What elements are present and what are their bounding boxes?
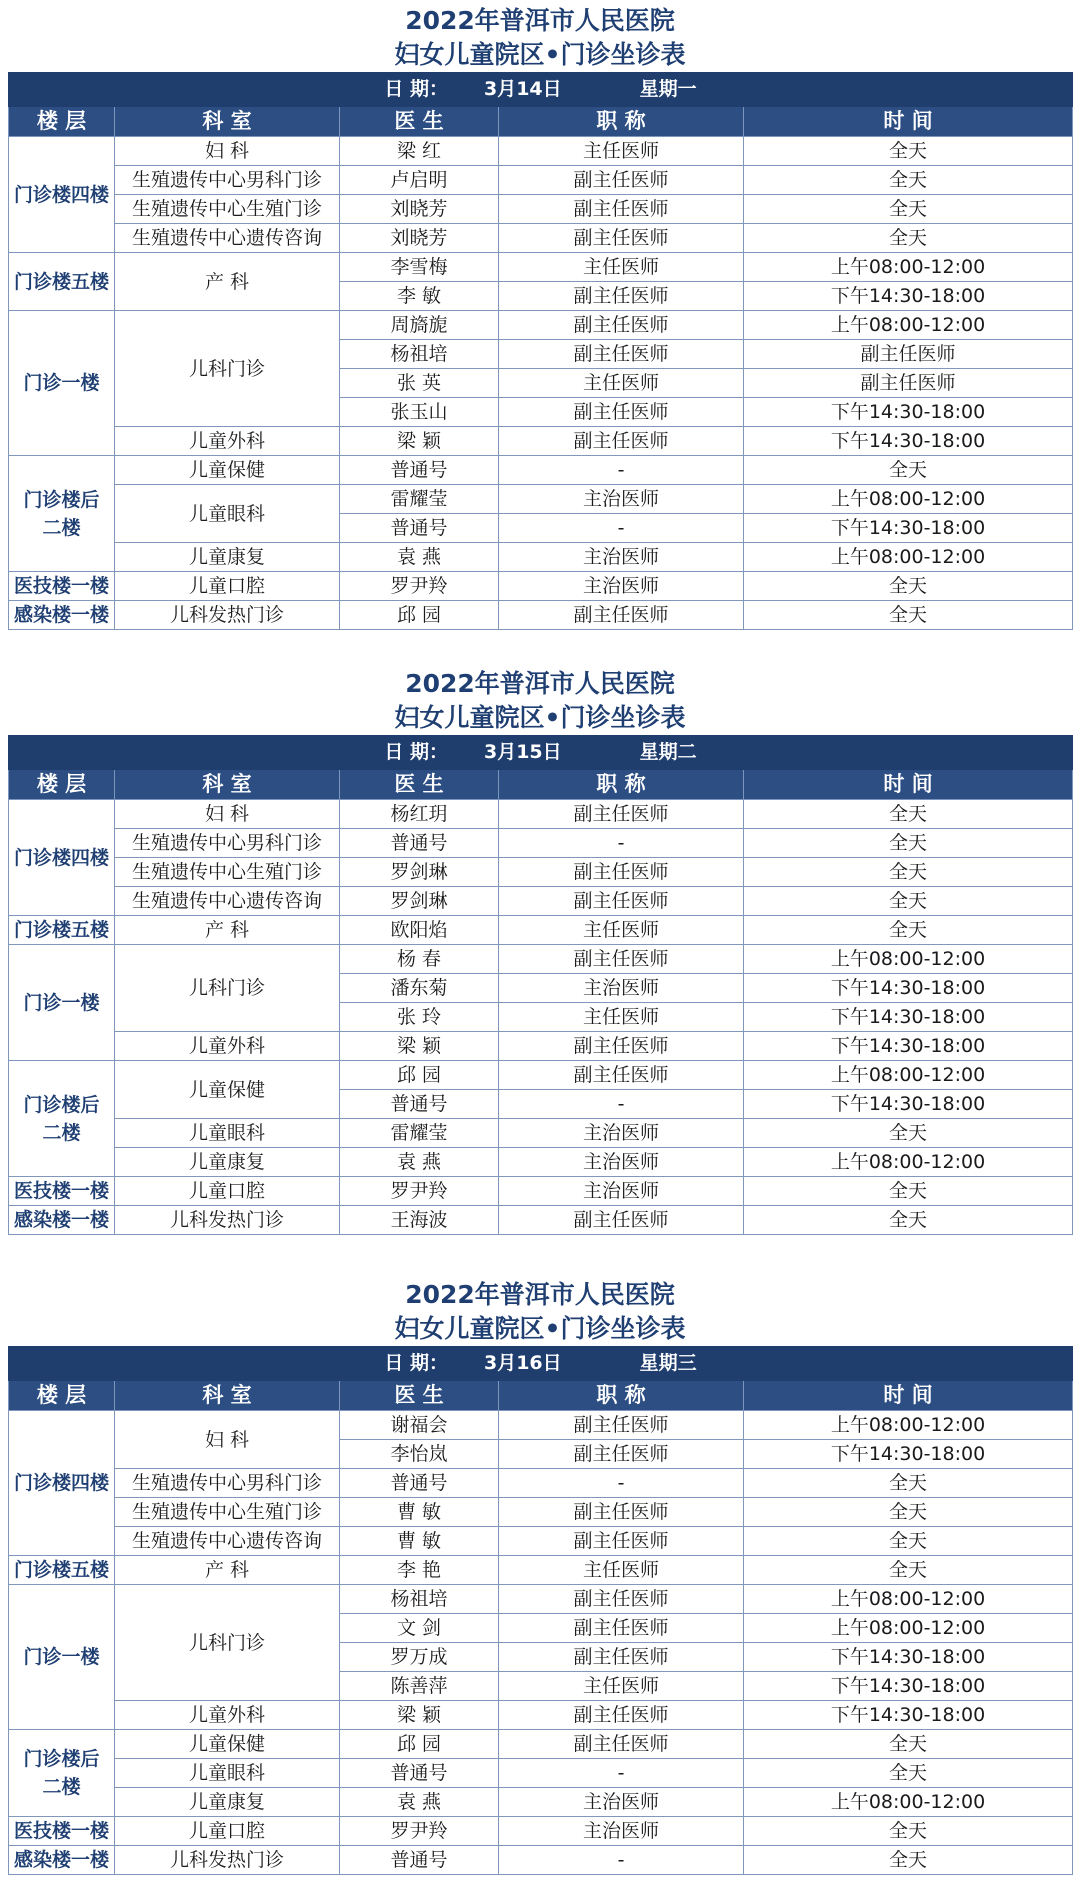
time-cell: 副主任医师 [744,369,1073,398]
dept-cell: 儿童康复 [115,543,340,572]
schedule-subtitle: 妇女儿童院区•门诊坐诊表 [394,40,686,69]
table-row [9,916,1073,945]
dept-cell: 生殖遗传中心遗传咨询 [115,887,340,916]
title-cell: 主治医师 [499,1148,744,1177]
date-row [9,73,1073,107]
time-cell: 下午14:30-18:00 [744,1440,1073,1469]
time-cell: 全天 [744,916,1073,945]
time-cell: 全天 [744,1730,1073,1759]
table-row [9,887,1073,916]
time-cell: 全天 [744,224,1073,253]
dept-cell: 儿童口腔 [115,1817,340,1846]
doctor-cell: 邱 园 [340,1730,499,1759]
table-row [9,1498,1073,1527]
doctor-cell: 李怡岚 [340,1440,499,1469]
dept-cell: 儿童康复 [115,1148,340,1177]
time-cell: 下午14:30-18:00 [744,1003,1073,1032]
title-cell: 副主任医师 [499,887,744,916]
date-cell [9,736,1073,770]
dept-cell: 儿童保健 [115,1730,340,1759]
dept-cell: 儿童口腔 [115,572,340,601]
table-row [9,1846,1073,1875]
dept-cell: 生殖遗传中心生殖门诊 [115,1498,340,1527]
dept-cell: 儿科发热门诊 [115,1206,340,1235]
table-row [9,1177,1073,1206]
header-title: 职 称 [499,107,744,137]
time-cell: 下午14:30-18:00 [744,398,1073,427]
floor-label-line: 二楼 [42,1776,81,1798]
time-cell: 下午14:30-18:00 [744,1643,1073,1672]
time-cell: 全天 [744,1177,1073,1206]
hospital-title: 2022年普洱市人民医院 [405,1280,675,1309]
floor-cell: 门诊楼四楼 [9,1411,115,1556]
table-row [9,1032,1073,1061]
floor-cell: 医技楼一楼 [9,1177,115,1206]
title-cell: 副主任医师 [499,601,744,630]
title-cell: - [499,1090,744,1119]
doctor-cell: 李雪梅 [340,253,499,282]
doctor-cell: 杨 春 [340,945,499,974]
table-row [9,311,1073,340]
doctor-cell: 普通号 [340,829,499,858]
weekday: 星期三 [639,1352,697,1374]
title-cell: 副主任医师 [499,224,744,253]
time-cell: 下午14:30-18:00 [744,1032,1073,1061]
title-cell: 主治医师 [499,974,744,1003]
floor-cell: 感染楼一楼 [9,1846,115,1875]
title-cell: 主任医师 [499,137,744,166]
table-row [9,224,1073,253]
schedule-table [8,1346,1073,1875]
floor-cell: 门诊楼五楼 [9,1556,115,1585]
floor-cell: 门诊楼四楼 [9,800,115,916]
doctor-cell: 杨红玥 [340,800,499,829]
title-cell: 副主任医师 [499,311,744,340]
dept-cell: 产 科 [115,253,340,311]
title-cell: 副主任医师 [499,1498,744,1527]
title-cell: - [499,1759,744,1788]
doctor-cell: 邱 园 [340,601,499,630]
dept-cell: 儿童眼科 [115,1119,340,1148]
title-cell: 主治医师 [499,572,744,601]
floor-cell: 门诊一楼 [9,945,115,1061]
doctor-cell: 普通号 [340,456,499,485]
table-row [9,1556,1073,1585]
title-cell: 主治医师 [499,1817,744,1846]
doctor-cell: 谢福会 [340,1411,499,1440]
doctor-cell: 袁 燕 [340,1788,499,1817]
title-cell: 主任医师 [499,1556,744,1585]
header-doctor: 医 生 [340,107,499,137]
title-cell: 副主任医师 [499,166,744,195]
title-cell: 副主任医师 [499,1585,744,1614]
header-title: 职 称 [499,770,744,800]
table-row [9,253,1073,282]
title-cell: 主治医师 [499,1788,744,1817]
doctor-cell: 梁 颖 [340,1701,499,1730]
table-row [9,1148,1073,1177]
date-cell [9,1347,1073,1381]
floor-cell: 医技楼一楼 [9,572,115,601]
table-row [9,195,1073,224]
doctor-cell: 雷耀莹 [340,1119,499,1148]
title-cell: 副主任医师 [499,858,744,887]
table-row [9,1817,1073,1846]
time-cell: 全天 [744,456,1073,485]
floor-cell [9,1730,115,1817]
title-cell: 主任医师 [499,1003,744,1032]
dept-cell: 产 科 [115,916,340,945]
schedule-day-3 [8,1278,1072,1875]
title-cell: - [499,1846,744,1875]
time-cell: 上午08:00-12:00 [744,1411,1073,1440]
doctor-cell: 罗万成 [340,1643,499,1672]
doctor-cell: 普通号 [340,1469,499,1498]
time-cell: 上午08:00-12:00 [744,1614,1073,1643]
floor-label-line: 门诊楼后 [23,488,100,511]
dept-cell: 妇 科 [115,800,340,829]
time-cell: 下午14:30-18:00 [744,974,1073,1003]
title-cell: 主任医师 [499,916,744,945]
header-dept: 科 室 [115,107,340,137]
table-row [9,800,1073,829]
header-time: 时 间 [744,1381,1073,1411]
time-cell: 全天 [744,137,1073,166]
title-cell: 副主任医师 [499,945,744,974]
title-cell: 主治医师 [499,1177,744,1206]
time-cell: 下午14:30-18:00 [744,1090,1073,1119]
title-cell: 主治医师 [499,543,744,572]
title-cell: 主治医师 [499,1119,744,1148]
header-row [9,770,1073,800]
dept-cell: 儿童保健 [115,1061,340,1119]
doctor-cell: 张 玲 [340,1003,499,1032]
schedule-table [8,72,1073,630]
floor-cell [9,1061,115,1177]
time-cell: 全天 [744,1759,1073,1788]
table-row [9,829,1073,858]
dept-cell: 儿科门诊 [115,1585,340,1701]
schedule-day-1 [8,4,1072,630]
table-row [9,485,1073,514]
date-row [9,1347,1073,1381]
schedule-table [8,735,1073,1235]
floor-cell [9,456,115,572]
table-row [9,1206,1073,1235]
date-label: 日 期： [384,741,448,763]
dept-cell: 生殖遗传中心男科门诊 [115,166,340,195]
dept-cell: 儿科发热门诊 [115,1846,340,1875]
time-cell: 上午08:00-12:00 [744,311,1073,340]
floor-label-line: 门诊楼后 [23,1748,100,1770]
time-cell: 全天 [744,195,1073,224]
time-cell: 全天 [744,601,1073,630]
doctor-cell: 罗尹羚 [340,572,499,601]
title-cell: 主治医师 [499,485,744,514]
time-cell: 副主任医师 [744,340,1073,369]
title-cell: 副主任医师 [499,1701,744,1730]
time-cell: 全天 [744,1119,1073,1148]
floor-cell: 门诊楼五楼 [9,253,115,311]
title-cell: 主任医师 [499,369,744,398]
header-dept: 科 室 [115,1381,340,1411]
title-cell: 副主任医师 [499,340,744,369]
doctor-cell: 普通号 [340,514,499,543]
title-cell: 主任医师 [499,253,744,282]
doctor-cell: 罗剑琳 [340,887,499,916]
doctor-cell: 杨祖培 [340,1585,499,1614]
floor-label-line: 二楼 [42,1121,81,1144]
time-cell: 全天 [744,1846,1073,1875]
time-cell: 全天 [744,1206,1073,1235]
doctor-cell: 李 艳 [340,1556,499,1585]
date-value: 3月15日 [483,741,562,763]
header-row [9,1381,1073,1411]
time-cell: 上午08:00-12:00 [744,945,1073,974]
time-cell: 全天 [744,1817,1073,1846]
date-label: 日 期： [384,1352,448,1374]
doctor-cell: 陈善萍 [340,1672,499,1701]
doctor-cell: 潘东菊 [340,974,499,1003]
hospital-title: 2022年普洱市人民医院 [405,669,675,698]
date-row [9,736,1073,770]
dept-cell: 生殖遗传中心男科门诊 [115,829,340,858]
dept-cell: 儿童外科 [115,1032,340,1061]
header-title: 职 称 [499,1381,744,1411]
dept-cell: 儿童康复 [115,1788,340,1817]
doctor-cell: 梁 颖 [340,427,499,456]
dept-cell: 儿科门诊 [115,945,340,1032]
table-row [9,945,1073,974]
time-cell: 全天 [744,1498,1073,1527]
header-dept: 科 室 [115,770,340,800]
doctor-cell: 欧阳焰 [340,916,499,945]
table-row [9,543,1073,572]
time-cell: 上午08:00-12:00 [744,253,1073,282]
time-cell: 全天 [744,1469,1073,1498]
time-cell: 下午14:30-18:00 [744,427,1073,456]
schedule-day-2 [8,667,1072,1235]
table-row [9,1119,1073,1148]
floor-label-line: 二楼 [42,516,81,539]
doctor-cell: 曹 敏 [340,1527,499,1556]
table-row [9,137,1073,166]
doctor-cell: 罗剑琳 [340,858,499,887]
dept-cell: 生殖遗传中心遗传咨询 [115,1527,340,1556]
title-cell: 副主任医师 [499,1061,744,1090]
dept-cell: 生殖遗传中心男科门诊 [115,1469,340,1498]
doctor-cell: 张玉山 [340,398,499,427]
floor-cell: 门诊楼五楼 [9,916,115,945]
weekday: 星期二 [639,741,697,763]
title-cell: - [499,514,744,543]
title-cell: - [499,1469,744,1498]
time-cell: 下午14:30-18:00 [744,514,1073,543]
title-cell: 副主任医师 [499,195,744,224]
time-cell: 全天 [744,887,1073,916]
doctor-cell: 卢启明 [340,166,499,195]
date-value: 3月16日 [483,1352,562,1374]
doctor-cell: 梁 红 [340,137,499,166]
date-cell [9,73,1073,107]
doctor-cell: 杨祖培 [340,340,499,369]
time-cell: 上午08:00-12:00 [744,543,1073,572]
time-cell: 全天 [744,1556,1073,1585]
time-cell: 全天 [744,800,1073,829]
title-cell: 副主任医师 [499,1411,744,1440]
table-row [9,572,1073,601]
header-doctor: 医 生 [340,770,499,800]
floor-cell: 感染楼一楼 [9,1206,115,1235]
date-label: 日 期： [384,78,448,100]
doctor-cell: 梁 颖 [340,1032,499,1061]
floor-cell: 感染楼一楼 [9,601,115,630]
time-cell: 上午08:00-12:00 [744,485,1073,514]
header-floor: 楼 层 [9,107,115,137]
dept-cell: 产 科 [115,1556,340,1585]
doctor-cell: 邱 园 [340,1061,499,1090]
table-row [9,1527,1073,1556]
doctor-cell: 罗尹羚 [340,1177,499,1206]
title-cell: 副主任医师 [499,1032,744,1061]
date-value: 3月14日 [483,78,562,100]
table-row [9,1730,1073,1759]
weekday: 星期一 [639,78,697,100]
header-row [9,107,1073,137]
title-cell: 副主任医师 [499,1730,744,1759]
doctor-cell: 罗尹羚 [340,1817,499,1846]
doctor-cell: 袁 燕 [340,1148,499,1177]
table-row [9,456,1073,485]
doctor-cell: 刘晓芳 [340,195,499,224]
dept-cell: 儿童外科 [115,1701,340,1730]
time-cell: 上午08:00-12:00 [744,1788,1073,1817]
floor-cell: 门诊楼四楼 [9,137,115,253]
table-row [9,1585,1073,1614]
table-row [9,1061,1073,1090]
doctor-cell: 周旖旎 [340,311,499,340]
dept-cell: 儿科发热门诊 [115,601,340,630]
time-cell: 下午14:30-18:00 [744,1672,1073,1701]
doctor-cell: 李 敏 [340,282,499,311]
time-cell: 上午08:00-12:00 [744,1061,1073,1090]
header-floor: 楼 层 [9,770,115,800]
doctor-cell: 张 英 [340,369,499,398]
dept-cell: 妇 科 [115,137,340,166]
title-cell: 副主任医师 [499,427,744,456]
doctor-cell: 文 剑 [340,1614,499,1643]
doctor-cell: 刘晓芳 [340,224,499,253]
doctor-cell: 王海波 [340,1206,499,1235]
time-cell: 全天 [744,858,1073,887]
title-cell: - [499,829,744,858]
time-cell: 上午08:00-12:00 [744,1585,1073,1614]
dept-cell: 妇 科 [115,1411,340,1469]
floor-cell: 门诊一楼 [9,1585,115,1730]
hospital-title: 2022年普洱市人民医院 [405,6,675,35]
doctor-cell: 普通号 [340,1090,499,1119]
header-time: 时 间 [744,770,1073,800]
dept-cell: 儿童眼科 [115,1759,340,1788]
dept-cell: 儿童口腔 [115,1177,340,1206]
table-row [9,1411,1073,1440]
time-cell: 全天 [744,829,1073,858]
time-cell: 全天 [744,166,1073,195]
title-cell: 副主任医师 [499,1614,744,1643]
title-cell: 主任医师 [499,1672,744,1701]
title-cell: - [499,456,744,485]
dept-cell: 生殖遗传中心遗传咨询 [115,224,340,253]
table-row [9,1701,1073,1730]
time-cell: 上午08:00-12:00 [744,1148,1073,1177]
table-row [9,1759,1073,1788]
header-floor: 楼 层 [9,1381,115,1411]
dept-cell: 生殖遗传中心生殖门诊 [115,195,340,224]
title-cell: 副主任医师 [499,1440,744,1469]
table-row [9,166,1073,195]
time-cell: 全天 [744,572,1073,601]
doctor-cell: 袁 燕 [340,543,499,572]
table-row [9,858,1073,887]
time-cell: 全天 [744,1527,1073,1556]
doctor-cell: 曹 敏 [340,1498,499,1527]
floor-cell: 医技楼一楼 [9,1817,115,1846]
schedule-subtitle: 妇女儿童院区•门诊坐诊表 [394,703,686,732]
doctor-cell: 雷耀莹 [340,485,499,514]
dept-cell: 儿科门诊 [115,311,340,427]
time-cell: 下午14:30-18:00 [744,282,1073,311]
title-cell: 副主任医师 [499,800,744,829]
header-time: 时 间 [744,107,1073,137]
dept-cell: 儿童保健 [115,456,340,485]
title-cell: 副主任医师 [499,282,744,311]
dept-cell: 儿童外科 [115,427,340,456]
table-row [9,427,1073,456]
header-doctor: 医 生 [340,1381,499,1411]
table-row [9,601,1073,630]
dept-cell: 儿童眼科 [115,485,340,543]
title-cell: 副主任医师 [499,1643,744,1672]
title-cell: 副主任医师 [499,1527,744,1556]
doctor-cell: 普通号 [340,1846,499,1875]
time-cell: 下午14:30-18:00 [744,1701,1073,1730]
doctor-cell: 普通号 [340,1759,499,1788]
schedule-subtitle: 妇女儿童院区•门诊坐诊表 [394,1314,686,1343]
table-row [9,1788,1073,1817]
dept-cell: 生殖遗传中心生殖门诊 [115,858,340,887]
floor-label-line: 门诊楼后 [23,1093,100,1116]
table-row [9,1469,1073,1498]
floor-cell: 门诊一楼 [9,311,115,456]
title-cell: 副主任医师 [499,398,744,427]
title-cell: 副主任医师 [499,1206,744,1235]
